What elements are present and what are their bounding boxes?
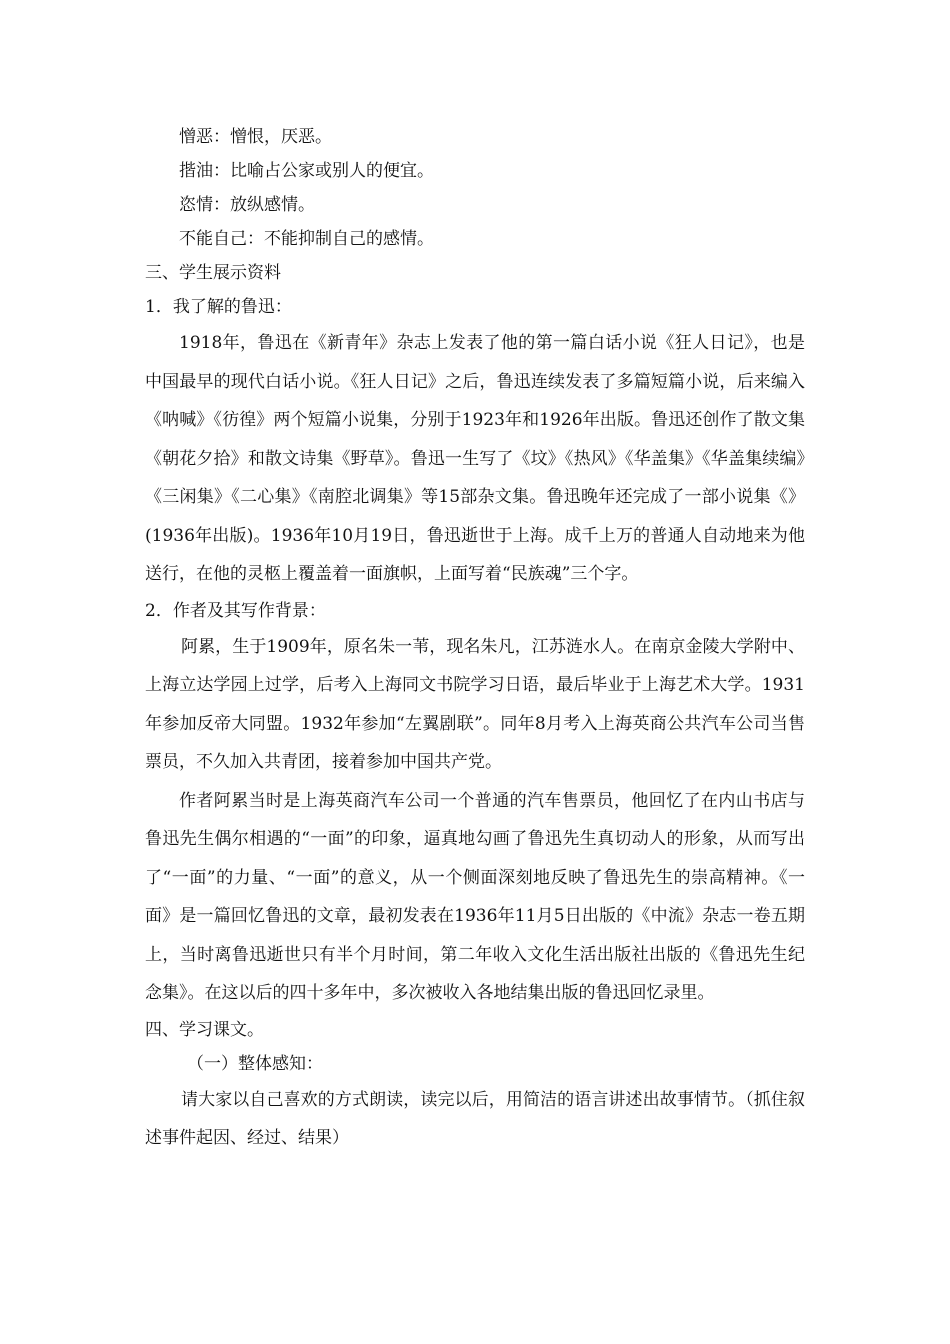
body-paragraph: 1918年，鲁迅在《新青年》杂志上发表了他的第一篇白话小说《狂人日记》，也是中国最早的现代白话小说。《狂人日记》之后，鲁迅连续发表了多篇短篇小说，后来编入《呐喊》《彷徨》两个短篇小说集，分别于1923年和1926年出版。鲁迅还创作了散文集《朝花夕拾》和散文诗集《野草》。鲁迅一生写了《坟》《热风》《华盖集》《华盖集续编》《三闲集》《二心集》《南腔北调集》等15部杂文集。鲁迅晚年还完成了一部小说集《》(1936年出版)。1936年10月19日，鲁迅逝世于上海。成千上万的普通人自动地来为他送行，在他的灵柩上覆盖着一面旗帜，上面写着“民族魂”三个字。 xyxy=(145,333,805,584)
subsection-heading: （一）整体感知： xyxy=(187,1053,323,1074)
section-heading: 四、学习课文。 xyxy=(145,1019,264,1040)
body-paragraph: 作者阿累当时是上海英商汽车公司一个普通的汽车售票员，他回忆了在内山书店与鲁迅先生偶尔相遇的“一面”的印象，逼真地勾画了鲁迅先生真切动人的形象，从而写出了“一面”的力量、“一面”的意义，从一个侧面深刻地反映了鲁迅先生的崇高精神。《一面》是一篇回忆鲁迅的文章，最初发表在1936年11月5日出版的《中流》杂志一卷五期上，当时离鲁迅逝世只有半个月时间，第二年收入文化生活出版社出版的《鲁迅先生纪念集》。在这以后的四十多年中，多次被收入各地结集出版的鲁迅回忆录里。 xyxy=(145,790,805,1003)
subsection-heading: 1．我了解的鲁迅： xyxy=(145,297,292,317)
definition-line: 不能自己：不能抑制自己的感情。 xyxy=(179,229,434,249)
definition-line: 揩油：比喻占公家或别人的便宜。 xyxy=(179,161,434,181)
document-body xyxy=(145,120,805,1158)
body-paragraph: 阿累，生于1909年，原名朱一苇，现名朱凡，江苏涟水人。在南京金陵大学附中、上海立达学园上过学，后考入上海同文书院学习日语，最后毕业于上海艺术大学。1931年参加反帝大同盟。1932年参加“左翼剧联”。同年8月考入上海英商公共汽车公司当售票员，不久加入共青团，接着参加中国共产党。 xyxy=(145,636,805,772)
subsection-heading: 2．作者及其写作背景： xyxy=(145,600,326,621)
definition-line: 憎恶：憎恨，厌恶。 xyxy=(179,127,332,147)
definition-line: 恣情：放纵感情。 xyxy=(179,195,315,215)
body-paragraph: 请大家以自己喜欢的方式朗读，读完以后，用简洁的语言讲述出故事情节。（抓住叙述事件起因、经过、结果） xyxy=(145,1089,805,1148)
section-heading: 三、学生展示资料 xyxy=(145,263,281,283)
